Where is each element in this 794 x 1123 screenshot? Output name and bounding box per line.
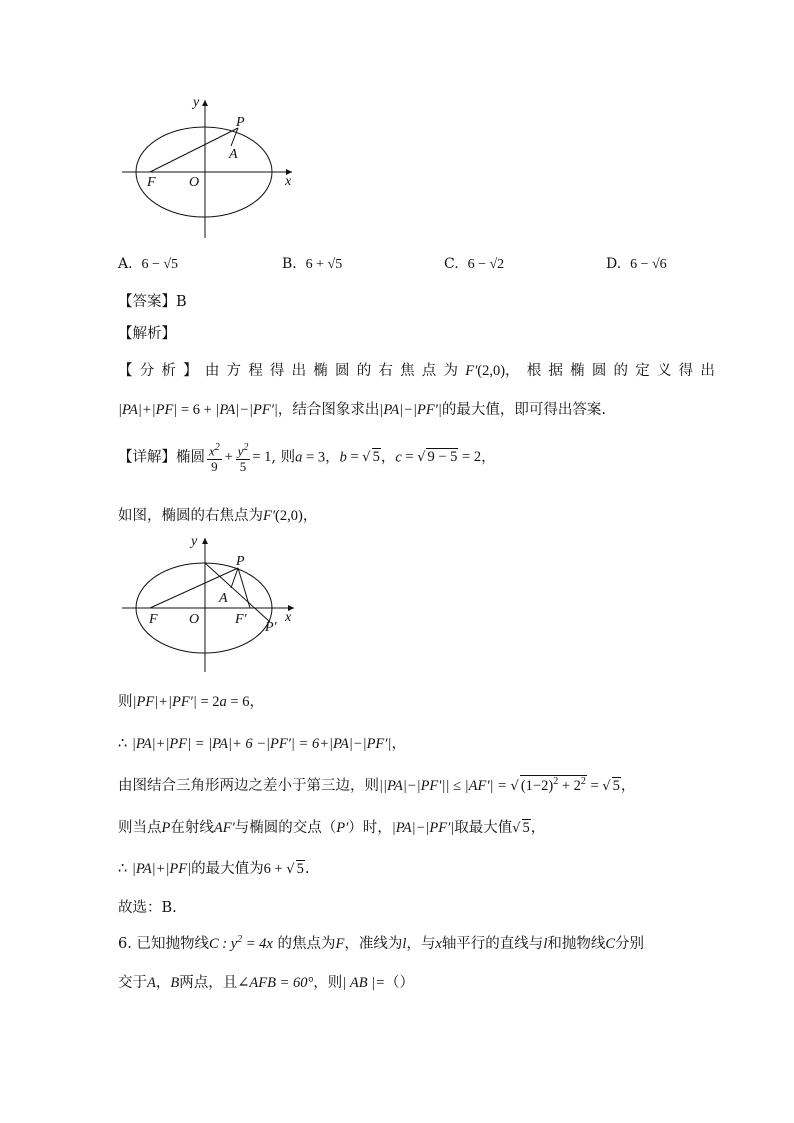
detail-text-4: ，	[380, 449, 396, 466]
therefore-line: ∴ |PA|+|PF| = |PA|+ 6 −|PF′| = 6+|PA|−|PF′|，	[118, 736, 406, 752]
math-b: b	[339, 449, 347, 466]
math-c-val: = √ 9 − 5 = 2	[401, 449, 482, 466]
math-sum-expr: |PA|+|PF|	[118, 402, 178, 418]
detail-text-3: ，	[325, 449, 340, 466]
option-b[interactable]	[282, 256, 342, 273]
label-F-2: F	[149, 612, 158, 627]
detail-tag: 【详解】	[118, 449, 176, 466]
math-B: B	[170, 975, 180, 991]
q6-text-3: ，准线为	[344, 936, 403, 952]
y-axis-arrow-2	[202, 538, 208, 544]
math-sum-eq: = 6 +	[177, 402, 216, 418]
triangle-text: 由图结合三角形两边之差小于第三边，则	[118, 778, 379, 794]
fenxi-line-1	[118, 359, 722, 380]
option-d-expr: 6 − √6	[630, 257, 667, 272]
label-P-2: P	[236, 554, 245, 569]
therefore-sym-1: ∴	[118, 736, 128, 752]
segment-FP	[150, 128, 238, 172]
when-line	[118, 816, 545, 837]
q6-line-1	[118, 932, 644, 953]
math-sqrt5: √ 5	[512, 820, 530, 836]
y-axis-arrow	[202, 100, 208, 106]
max-text: 的最大值为	[191, 861, 264, 877]
option-a-expr: 6 − √5	[141, 257, 179, 272]
when-text-3: 与椭圆的交点（	[234, 820, 337, 836]
q6-text-4: ，与	[406, 936, 436, 952]
math-sum-expr-2: |PA|+|PF|	[131, 861, 192, 877]
fig-intro-line	[118, 504, 317, 525]
answer-tag: 【答案】	[118, 294, 176, 310]
math-focal-sum-val: = 2a = 6	[196, 694, 250, 710]
q6-text-6: 和抛物线	[547, 936, 606, 952]
q6-number: 6.	[118, 936, 132, 952]
math-AFprime: AF′	[213, 820, 235, 836]
when-text-2: 在射线	[170, 820, 214, 836]
label-x: x	[285, 174, 292, 189]
option-a[interactable]	[118, 256, 178, 273]
q6-text-2: 的焦点为	[277, 936, 336, 952]
choose-line: 故选：B.	[118, 900, 177, 916]
label-A-2: A	[219, 591, 228, 606]
q6-text-10: ，则	[313, 975, 343, 991]
math-P: P	[161, 820, 171, 836]
math-Fprime-coords-1: (2,0)	[477, 363, 506, 379]
when-text-5: 取最大值	[454, 820, 513, 836]
fenxi-line-2	[118, 398, 606, 419]
q6-text-11: （）	[385, 975, 415, 991]
when-text-6: ，	[530, 820, 546, 836]
math-focal-sum: |PF|+|PF′|	[132, 694, 197, 710]
math-x: x	[435, 936, 442, 952]
label-P: P	[236, 115, 245, 130]
answer-line	[118, 290, 187, 311]
triangle-line: 由图结合三角形两边之差小于第三边，则||PA|−|PF′|| ≤ |AF′| = √ $(1-2)^2 + 2^2$ = √ 5，	[118, 776, 636, 794]
detail-text-2: , 则	[271, 449, 296, 466]
math-angle: ∠AFB = 60°	[237, 975, 314, 991]
math-max-val: 6 + √ 5	[263, 861, 304, 877]
label-x-2: x	[285, 610, 292, 625]
label-F: F	[147, 175, 156, 190]
answer-value: B	[176, 294, 187, 310]
math-C: C	[605, 936, 616, 952]
math-l: l	[402, 936, 407, 952]
label-O-2: O	[189, 612, 200, 627]
fenxi-tag: 【分析】	[118, 363, 205, 379]
option-a-label: A.	[118, 256, 133, 272]
option-d[interactable]	[606, 256, 667, 273]
q6-line-2: 交于A，B两点，且∠AFB = 60°，则| AB |=（）	[118, 975, 415, 991]
math-Pprime: P′	[336, 820, 349, 836]
q6-text-5: 轴平行的直线与	[441, 936, 544, 952]
math-ellipse-equation: $\frac{x^2}{9}$ + $\frac{y^2}{5}$ = 1	[209, 442, 272, 474]
fenxi-text-1: 由方程得出椭圆的右焦点为	[204, 363, 466, 379]
math-AB-points: A	[147, 975, 156, 991]
then-line: 则|PF|+|PF′| = 2a = 6，	[118, 694, 264, 710]
when-text-1: 则当点	[118, 820, 162, 836]
math-l-2: l	[543, 936, 548, 952]
math-diff-expr-1: |PA|−|PF′|	[215, 402, 278, 418]
math-parabola: C : $y^2 = 4x$	[208, 934, 273, 952]
math-c: c	[395, 449, 402, 466]
math-diff-expr-2: |PA|−|PF′|	[379, 402, 442, 418]
ellipse-figure-1	[110, 90, 310, 245]
detail-line: 【详解】椭圆 $\frac{x^2}{9}$ + $\frac{y^2}{5}$ = 1, 则a = 3，b = √ 5，c = √ 9 − 5 = 2，	[118, 442, 496, 474]
analysis-tag: 【解析】	[118, 326, 176, 342]
math-chain: |PA|+|PF| = |PA|+ 6 −|PF′| = 6+|PA|−|PF′|	[131, 736, 392, 752]
fenxi-text-4: 的最大值，即可得出答案.	[441, 402, 606, 418]
label-Pprime: P′	[265, 620, 277, 635]
option-b-label: B.	[282, 256, 297, 272]
math-inequality: ||PA|−|PF′|| ≤ |AF′| =	[379, 778, 511, 794]
math-diff-expr-3: |PA|−|PF′|	[391, 820, 455, 836]
therefore-sym-2: ∴	[118, 861, 128, 877]
math-Fprime-1: F′	[465, 363, 478, 379]
q6-text-8: 交于	[118, 975, 147, 991]
math-Fprime-coords-2: (2,0)	[275, 508, 303, 524]
fenxi-text-3: ，结合图象求出	[277, 402, 380, 418]
q6-text-9: 两点，且	[179, 975, 238, 991]
q6-text-1: 已知抛物线	[136, 936, 209, 952]
label-y: y	[193, 95, 200, 110]
label-O: O	[189, 175, 200, 190]
option-b-expr: 6 + √5	[305, 257, 343, 272]
math-a-val: = 3	[302, 449, 326, 466]
option-d-label: D.	[606, 256, 622, 272]
label-A: A	[229, 147, 238, 162]
math-b-val: = √ 5	[346, 449, 380, 466]
math-inequality-rhs: √ $(1-2)^2 + 2^2$ = √ 5	[510, 776, 620, 794]
max-line: ∴ |PA|+|PF|的最大值为6 + √ 5.	[118, 861, 310, 877]
math-AB: | AB |=	[342, 975, 386, 991]
option-c-label: C.	[444, 256, 459, 272]
option-c-expr: 6 − √2	[467, 257, 505, 272]
detail-text-1: 椭圆	[176, 449, 205, 466]
math-F: F	[335, 936, 345, 952]
math-Fprime-2: F′	[263, 508, 276, 524]
fenxi-text-2: ，根据椭圆的定义得出	[505, 363, 723, 379]
label-Fprime: F′	[235, 612, 247, 627]
q6-text-7: 分别	[615, 936, 645, 952]
fig-intro-text-2: ，	[302, 508, 318, 524]
ellipse-figure-2	[110, 530, 310, 680]
then-text: 则	[118, 694, 133, 710]
math-a: a	[295, 449, 303, 466]
option-c[interactable]	[444, 256, 504, 273]
label-y-2: y	[191, 534, 198, 549]
fig-intro-text-1: 如图，椭圆的右焦点为	[118, 508, 263, 524]
when-text-4: ）时，	[348, 820, 392, 836]
